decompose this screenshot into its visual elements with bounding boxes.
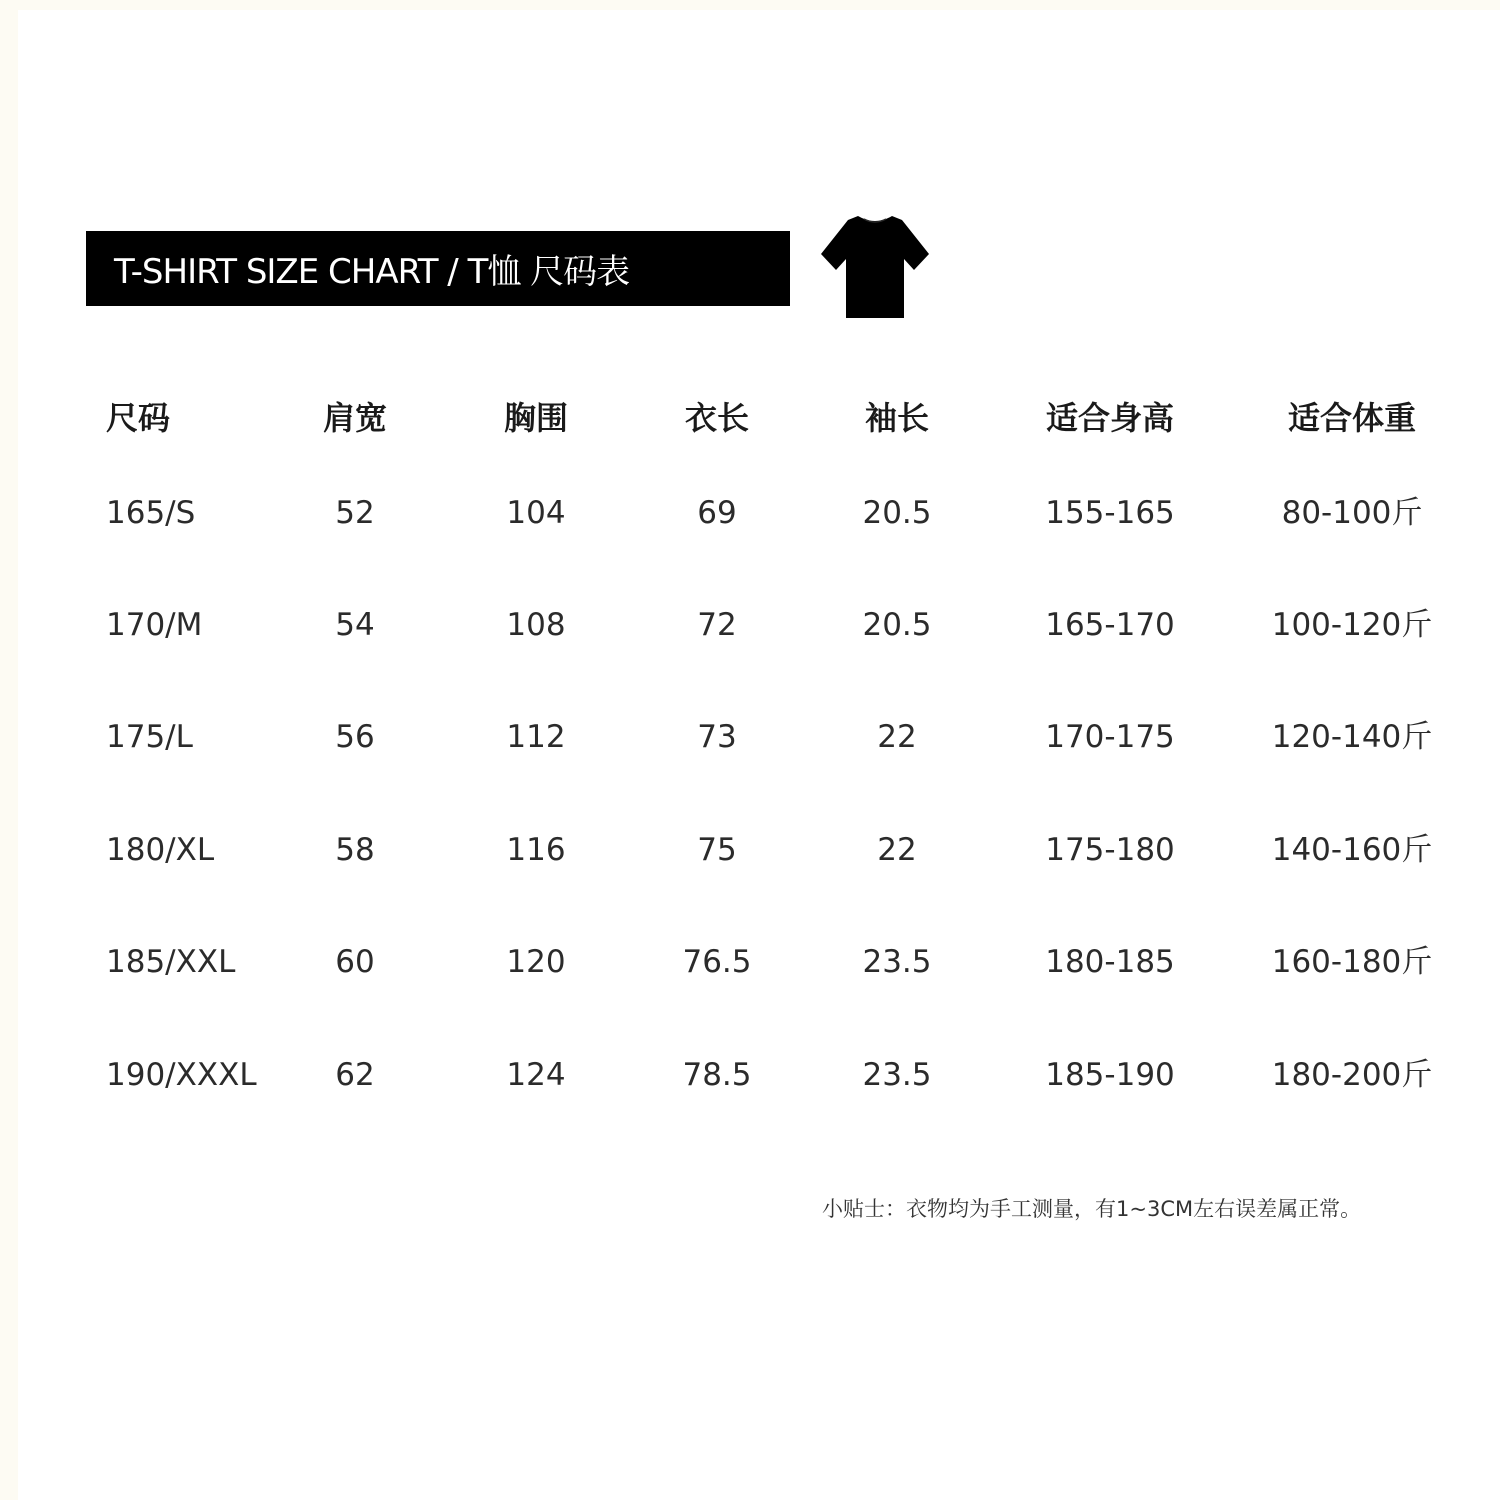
header-height: 适合身高 xyxy=(1045,399,1175,437)
header-shoulder: 肩宽 xyxy=(322,399,388,437)
header-size: 尺码 xyxy=(106,399,171,437)
cell-shoulder: 56 xyxy=(335,719,375,755)
cell-length: 73 xyxy=(697,719,737,755)
cell-chest: 120 xyxy=(506,944,566,980)
header-weight: 适合体重 xyxy=(1287,399,1417,437)
cell-chest: 104 xyxy=(506,495,566,531)
cell-size: 185/XXL xyxy=(106,944,236,980)
header-sleeve: 袖长 xyxy=(864,399,930,437)
cell-weight: 160-180斤 xyxy=(1271,944,1433,980)
cell-weight: 180-200斤 xyxy=(1271,1057,1433,1093)
cell-chest: 116 xyxy=(506,832,566,868)
cell-sleeve: 22 xyxy=(877,832,917,868)
cell-height: 170-175 xyxy=(1045,719,1175,755)
cell-chest: 112 xyxy=(506,719,566,755)
cell-shoulder: 54 xyxy=(335,607,375,643)
cell-sleeve: 23.5 xyxy=(862,944,932,980)
cell-shoulder: 52 xyxy=(335,495,375,531)
cell-size: 175/L xyxy=(106,719,193,755)
cell-sleeve: 20.5 xyxy=(862,495,932,531)
cell-height: 180-185 xyxy=(1045,944,1175,980)
cell-length: 69 xyxy=(697,495,737,531)
cell-length: 72 xyxy=(697,607,737,643)
cell-weight: 80-100斤 xyxy=(1281,495,1423,531)
cell-height: 155-165 xyxy=(1045,495,1175,531)
cell-sleeve: 22 xyxy=(877,719,917,755)
header-chest: 胸围 xyxy=(503,399,569,437)
cell-length: 78.5 xyxy=(682,1057,752,1093)
cell-weight: 100-120斤 xyxy=(1271,607,1433,643)
cell-shoulder: 62 xyxy=(335,1057,375,1093)
cell-size: 190/XXXL xyxy=(106,1057,257,1093)
cell-height: 185-190 xyxy=(1045,1057,1175,1093)
cell-weight: 140-160斤 xyxy=(1271,832,1433,868)
cell-chest: 108 xyxy=(506,607,566,643)
cell-length: 75 xyxy=(697,832,737,868)
cell-shoulder: 58 xyxy=(335,832,375,868)
cell-sleeve: 20.5 xyxy=(862,607,932,643)
cell-size: 165/S xyxy=(106,495,196,531)
cell-weight: 120-140斤 xyxy=(1271,719,1433,755)
cell-height: 175-180 xyxy=(1045,832,1175,868)
cell-chest: 124 xyxy=(506,1057,566,1093)
cell-size: 180/XL xyxy=(106,832,215,868)
cell-sleeve: 23.5 xyxy=(862,1057,932,1093)
tip-note: 小贴士：衣物均为手工测量，有1~3CM左右误差属正常。 xyxy=(822,1197,1362,1221)
cell-length: 76.5 xyxy=(682,944,752,980)
header-length: 衣长 xyxy=(684,399,750,437)
cell-shoulder: 60 xyxy=(335,944,375,980)
cell-size: 170/M xyxy=(106,607,203,643)
cell-height: 165-170 xyxy=(1045,607,1175,643)
page-title: T-SHIRT SIZE CHART / T恤 尺码表 xyxy=(114,252,630,292)
